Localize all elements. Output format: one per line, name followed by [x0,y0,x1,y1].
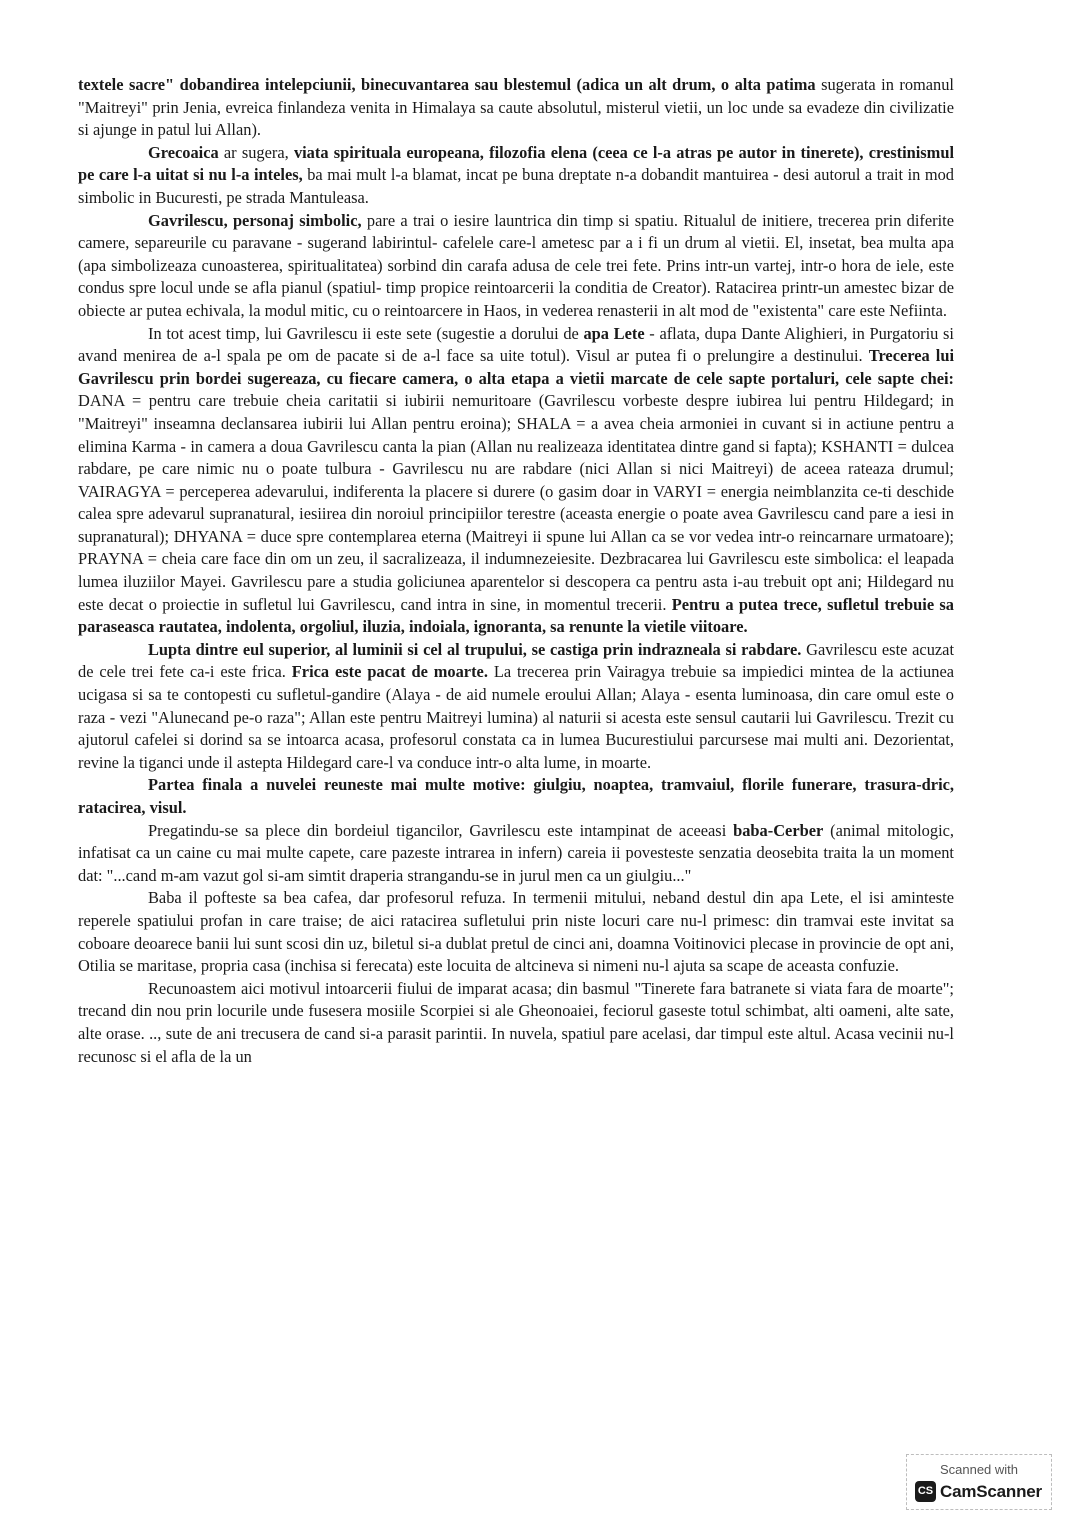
document-body [78,74,954,1068]
text-run: In tot acest timp, lui Gavrilescu ii este sete (sugestie a dorului de [148,323,584,343]
bold-text-run: viata spirituala europeana, filozofia elena (ceea ce l-a atras pe autor in tinerete), crestinismul pe care l-a uitat si nu l-a inteles, [78,142,954,185]
bold-text-run: Partea finala a nuvelei reuneste mai multe motive: giulgiu, noaptea, tramvaiul, florile funerare, trasura-dric, ratacirea, visul. [78,775,954,817]
paragraph [78,978,954,1068]
paragraph [78,887,954,977]
paragraph [78,74,954,142]
watermark-brand: CamScanner [940,1481,1042,1501]
text-run: DANA = pentru care trebuie cheia caritatii si iubirii nemuritoare (Gavrilescu vorbeste despre iubirea lui pentru Hildegard; in "Maitreyi" inseamna declansarea iubirii lui Allan pentru eroina); SHALA = a avea cheia armoniei in cuvant si in actiune pentru a elimina Karma - in camera a doua Gavrilescu canta la pian (Allan nu realizeaza identitatea dintre gand si fapta); KSHANTI = dulcea rabdare, pe care nimic nu o poate tulbura - Gavrilescu nu are rabdare (nici Allan si nici Maitreyi) de aceea rateaza drumul; VAIRAGYA = perceperea adevarului, indiferenta la placere si durere (o gasim doar in VARYI = energia neimblanzita ce-ti deschide calea spre adevarul supranatural, iesiirea din noroiul principiilor terestre (aceasta energie o poate avea Gavrilescu cand pare a iesi in supranatural); DHYANA = duce spre contemplarea eterna (Maitreyi ii spune lui Allan ca se vor vedea intr-o reincarnare urmatoare); PRAYNA = cheia care face din om un zeu, il sacralizeaza, il indumnezeiesite. Dezbracarea lui Gavrilescu este simbolica: el leapada lumea iluziilor Mayei. Gavrilescu pare a studia goliciunea aparentelor si descopera ca pentru asta i-au trebuit opt ani; Hildegard nu este decat o proiectie in sufletul lui Gavrilescu, cand intra in sine, in momentul trecerii. [78,391,954,614]
text-run: sugerata in romanul "Maitreyi" prin Jenia, evreica finlandeza venita in Himalaya sa caute absolutul, misterul vietii, un loc unde sa evadeze din civilizatie si ajunge in patul lui Allan). [78,75,954,140]
bold-text-run: Gavrilescu, personaj simbolic, [148,210,362,230]
bold-text-run: apa Lete [583,323,645,343]
bold-text-run: Grecoaica [148,142,219,162]
text-run: Recunoastem aici motivul intoarcerii fiului de imparat acasa; din basmul "Tinerete fara batranete si viata fara de moarte"; trecand din nou prin locurile unde fusesera mosiile Scorpiei si ale Gheonoaiei, feciorul gaseste totul schimbat, alti oameni, alte sate, alte orase. .., sute de ani trecusera de cand si-a parasit parintii. In nuvela, spatiul pare acelasi, dar timpul este altul. Acasa vecinii nu-l recunosc si el afla de la un [78,978,954,1066]
paragraph [78,323,954,639]
paragraph [78,210,954,323]
watermark-caption: Scanned with [939,1462,1019,1477]
bold-text-run: Pentru a putea trece, sufletul trebuie sa paraseasca rautatea, indolenta, orgoliul, iluzia, indoiala, ignoranta, sa renunte la vietile viitoare. [78,594,954,637]
bold-text-run: Lupta dintre eul superior, al luminii si cel al trupului, se castiga prin indrazneala si rabdare. [148,639,802,659]
text-run: ba mai mult l-a blamat, incat pe buna dreptate n-a dobandit mantuirea - desi autorul a trait in mod simbolic in Bucuresti, pe strada Mantuleasa. [78,165,954,207]
text-run: ar sugera, [218,142,294,162]
watermark-brand-row [915,1481,1042,1502]
text-run: - aflata, dupa Dante Alighieri, in Purgatoriu si avand menirea de a-l spala pe om de pacate si de a-l face sa uite totul). Visul ar putea fi o prelungire a destinului. [78,323,954,366]
bold-text-run: Trecerea lui Gavrilescu prin bordei sugereaza, cu fiecare camera, o alta etapa a vietii marcate de cele sapte portaluri, cele sapte chei: [78,346,954,388]
text-run: Pregatindu-se sa plece din bordeiul tigancilor, Gavrilescu este intampinat de aceeasi [148,820,734,840]
text-run: Baba il pofteste sa bea cafea, dar profesorul refuza. In termenii mitului, neband destul din apa Lete, el isi aminteste reperele spatiului profan in care traise; de aici ratacirea sufletului prin niste locuri care nu-l primesc: din tramvai este invitat sa coboare deoarece banii lui sunt scosi din uz, biletul si-a dublat pretul de cinci ani, doamna Voitinovici plecase in provincie de opt ani, Otilia se maritase, propria casa (inchisa si ferecata) este locuita de altcineva si nimeni nu-l ajuta sa scape de aceasta confuzie. [78,888,954,976]
bold-text-run: textele sacre" dobandirea intelepciunii, binecuvantarea sau blestemul (adica un alt drum, o alta patima [78,75,816,94]
camscanner-watermark [906,1454,1052,1510]
text-run: pare a trai o iesire launtrica din timp si spatiu. Ritualul de initiere, trecerea prin diferite camere, separeurile cu paravane - sugerand labirintul- cafelele care-l ametesc par a i fi un drum al vietii. El, insetat, bea multa apa (apa simbolizeaza cunoasterea, spiritualitatea) sorbind din carafa adusa de cele trei fete. Prins intr-un vartej, intr-o hora de iele, este condus spre locul unde se afla pianul (spatiul- timp propice reintoarcerii la conditia de Creator). Ratacirea printr-un amestec bizar de obiecte ar putea echivala, la modul mitic, cu o reintoarcere in Haos, in vederea renasterii in alt mod de "existenta" care este Nefiinta. [78,210,954,320]
bold-text-run: Frica este pacat de moarte. [291,662,488,682]
text-run: (animal mitologic, infatisat ca un caine cu mai multe capete, care pazeste intrarea in infern) careia ii povesteste senzatia deosebita traita la un moment dat: "...cand m-am vazut gol si-am simtit draperia strangandu-se in jurul men ca un giulgiu..." [78,820,954,885]
paragraph [78,639,954,775]
paragraph [78,820,954,888]
text-run: La trecerea prin Vairagya trebuie sa impiedici mintea de la actiunea ucigasa si sa te contopesti cu sufletul-gandire (Alaya - de aid numele eroului Allan; Alaya - esenta luminoasa, din care omul este o raza - vezi "Alunecand pe-o raza"; Allan este pentru Maitreyi lumina) al naturii si acesta este sensul cautarii lui Gavrilescu. Trezit cu ajutorul cafelei si dorind sa se intoarca acasa, profesorul constata ca in lumea Bucurestiului parcursese mai multi ani. Dezorientat, revine la tiganci unde il astepta Hildegard care-l va conduce intr-o alta lume, in moarte. [78,662,954,772]
paragraph [78,774,954,819]
text-run: Gavrilescu este acuzat de cele trei fete ca-i este frica. [78,639,954,682]
paragraph [78,142,954,210]
camscanner-logo-icon: CS [915,1481,936,1502]
bold-text-run: baba-Cerber [733,820,824,840]
